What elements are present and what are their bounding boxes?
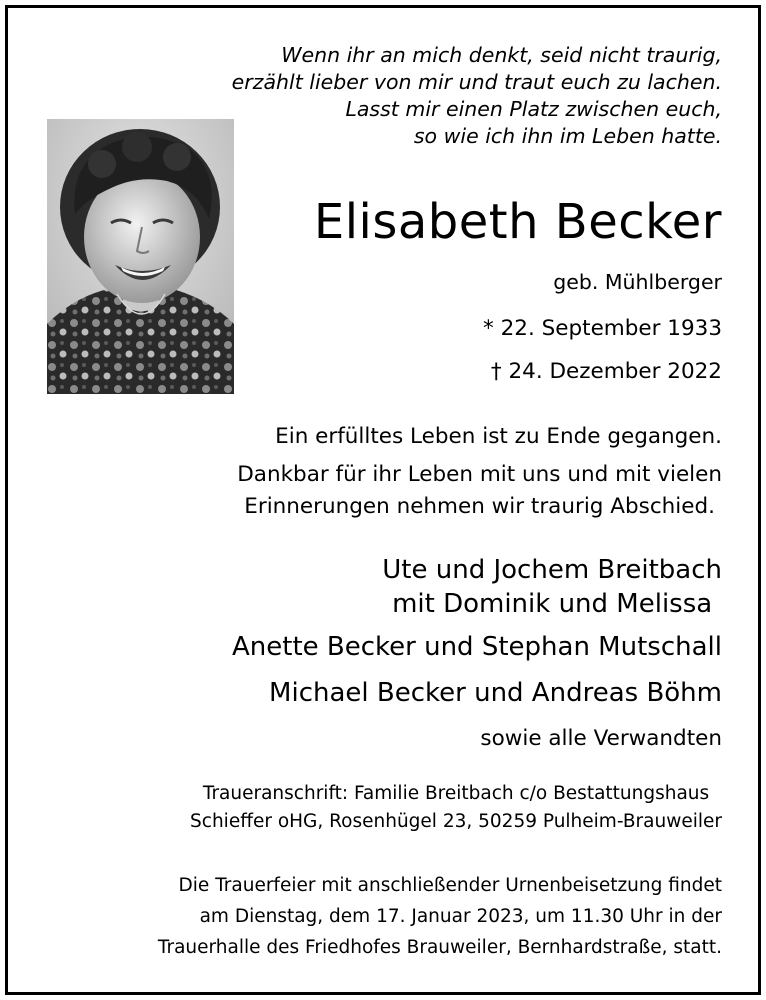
portrait-photo (47, 119, 234, 394)
family-group (382, 553, 722, 621)
family-line: Ute und Jochem Breitbach (382, 555, 722, 585)
family-group (232, 630, 722, 664)
address-line: Schieffer oHG, Rosenhügel 23, 50259 Pulheim-Brauweiler (190, 811, 722, 832)
mourning-address (190, 780, 722, 836)
maiden-name: geb. Mühlberger (553, 270, 722, 294)
death-date: † 24. Dezember 2022 (490, 359, 722, 384)
statement-paragraph (237, 459, 722, 523)
service-line: am Dienstag, dem 17. Januar 2023, um 11.30 Uhr in der (199, 906, 722, 927)
family-group (269, 676, 722, 710)
portrait-illustration (47, 119, 234, 394)
address-line: Traueranschrift: Familie Breitbach c/o Bestattungshaus (202, 783, 710, 804)
family-line: Michael Becker und Andreas Böhm (269, 678, 722, 708)
birth-date: * 22. September 1933 (483, 316, 722, 341)
poem-line: so wie ich ihn im Leben hatte. (413, 124, 722, 148)
poem-line: Lasst mir einen Platz zwischen euch, (345, 97, 722, 121)
poem-line: erzählt lieber von mir und traut euch zu lachen. (231, 70, 722, 94)
service-line: Die Trauerfeier mit anschließender Urnenbeisetzung findet (178, 875, 722, 896)
funeral-service-info (158, 870, 722, 963)
family-line: Anette Becker und Stephan Mutschall (231, 632, 722, 662)
statement-line: Erinnerungen nehmen wir traurig Abschied. (244, 494, 715, 519)
relatives-line: sowie alle Verwandten (480, 726, 722, 751)
family-line: mit Dominik und Melissa (392, 589, 713, 619)
poem (232, 42, 722, 150)
poem-line: Wenn ihr an mich denkt, seid nicht traurig, (281, 43, 722, 67)
service-line: Trauerhalle des Friedhofes Brauweiler, Bernhardstraße, statt. (157, 937, 722, 958)
statement-line: Dankbar für ihr Leben mit uns und mit vielen (237, 462, 722, 487)
deceased-name: Elisabeth Becker (313, 194, 722, 250)
statement-line: Ein erfülltes Leben ist zu Ende gegangen. (275, 424, 722, 449)
